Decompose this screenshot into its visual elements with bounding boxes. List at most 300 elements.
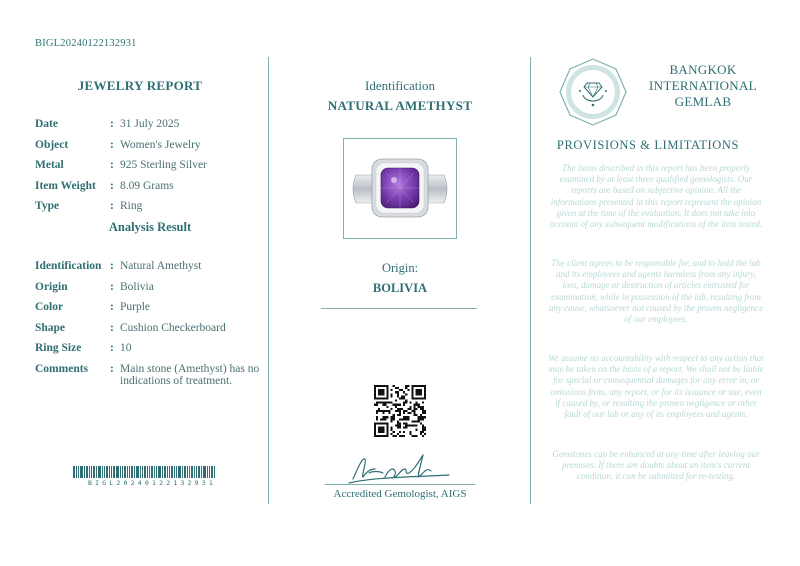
barcode-bar	[122, 466, 123, 478]
lab-seal-logo	[558, 57, 628, 127]
qr-module	[424, 410, 426, 412]
qr-module	[414, 408, 416, 410]
qr-module	[391, 402, 393, 404]
qr-module	[409, 425, 411, 427]
qr-module	[424, 412, 426, 414]
qr-module	[401, 397, 403, 399]
qr-module	[376, 404, 378, 406]
qr-module	[405, 400, 407, 402]
qr-module	[397, 425, 399, 427]
qr-module	[403, 435, 405, 437]
qr-module	[416, 402, 418, 404]
qr-module	[407, 389, 409, 391]
qr-module	[399, 431, 401, 433]
qr-module	[397, 433, 399, 435]
qr-module	[384, 410, 386, 412]
qr-module	[414, 425, 416, 427]
signature-icon	[345, 447, 455, 489]
qr-module	[393, 416, 395, 418]
qr-module	[376, 418, 378, 420]
qr-module	[384, 416, 386, 418]
qr-module	[414, 410, 416, 412]
qr-module	[420, 406, 422, 408]
barcode-bar	[113, 466, 115, 478]
barcode-bar	[144, 466, 146, 478]
barcode-bar	[149, 466, 150, 478]
qr-module	[399, 408, 401, 410]
barcode-bar	[201, 466, 202, 478]
qr-module	[391, 420, 393, 422]
analysis-label: Comments	[35, 362, 89, 375]
barcode-bar	[73, 466, 75, 478]
barcode-bar	[187, 466, 188, 478]
qr-module	[403, 416, 405, 418]
qr-module	[418, 420, 420, 422]
qr-module	[418, 404, 420, 406]
barcode-bar	[164, 466, 166, 478]
qr-module	[416, 414, 418, 416]
qr-module	[405, 402, 407, 404]
qr-module	[414, 420, 416, 422]
barcode-bar	[147, 466, 148, 478]
qr-module	[405, 418, 407, 420]
qr-module	[384, 404, 386, 406]
qr-module	[422, 435, 424, 437]
barcode-bar	[174, 466, 175, 478]
qr-module	[420, 431, 422, 433]
qr-module	[422, 408, 424, 410]
signature-line	[325, 484, 475, 485]
barcode-bar	[158, 466, 161, 478]
qr-module	[422, 418, 424, 420]
analysis-row-identification	[35, 260, 270, 281]
qr-module	[416, 389, 422, 395]
qr-module	[386, 402, 388, 404]
qr-module	[397, 414, 399, 416]
qr-module	[403, 427, 405, 429]
colon: :	[110, 200, 114, 212]
qr-module	[399, 418, 401, 420]
qr-module	[420, 416, 422, 418]
barcode-bar	[198, 466, 200, 478]
qr-module	[416, 425, 418, 427]
qr-module	[405, 427, 407, 429]
barcode-bar	[124, 466, 126, 478]
qr-module	[401, 395, 403, 397]
barcode-bar	[178, 466, 181, 478]
barcode-bar	[96, 466, 97, 478]
qr-module	[382, 410, 384, 412]
info-value: Women's Jewelry	[120, 138, 201, 151]
analysis-row-shape	[35, 322, 270, 343]
qr-module	[420, 433, 422, 435]
qr-module	[422, 425, 424, 427]
qr-module	[416, 435, 418, 437]
qr-module	[422, 429, 424, 431]
identification-label: Identification	[364, 78, 436, 93]
barcode-bar	[120, 466, 121, 478]
qr-module	[420, 408, 422, 410]
barcode-bar	[203, 466, 206, 478]
qr-module	[376, 410, 378, 412]
qr-module	[391, 395, 393, 397]
qr-module	[391, 427, 393, 429]
barcode-bar	[86, 466, 88, 478]
qr-module	[405, 416, 407, 418]
info-row-date	[35, 118, 270, 139]
qr-module	[389, 410, 391, 412]
qr-module	[384, 402, 386, 404]
qr-module	[401, 389, 403, 391]
qr-module	[414, 404, 416, 406]
qr-module	[403, 431, 405, 433]
qr-module	[416, 408, 418, 410]
analysis-list	[35, 260, 270, 393]
item-info-list	[35, 118, 270, 221]
barcode-bar	[136, 466, 139, 478]
colon: :	[110, 260, 114, 272]
qr-module	[395, 391, 397, 393]
barcode-bar	[182, 466, 183, 478]
info-label: Item Weight	[35, 179, 96, 192]
info-value: Ring	[120, 200, 143, 212]
info-label: Type	[35, 200, 60, 212]
qr-module	[393, 418, 395, 420]
analysis-label: Origin	[35, 280, 68, 293]
analysis-value: 10	[120, 342, 132, 354]
colon: :	[110, 138, 114, 151]
qr-module	[391, 433, 393, 435]
qr-module	[376, 412, 378, 414]
qr-module	[397, 391, 399, 393]
qr-module	[391, 408, 393, 410]
qr-module	[397, 387, 399, 389]
qr-module	[391, 429, 393, 431]
qr-code-icon	[374, 385, 426, 437]
qr-module	[389, 402, 391, 404]
qr-module	[409, 412, 411, 414]
qr-module	[397, 395, 399, 397]
qr-module	[397, 427, 399, 429]
colon: :	[110, 301, 114, 313]
qr-module	[424, 427, 426, 429]
qr-module	[397, 408, 399, 410]
qr-module	[414, 406, 416, 408]
qr-module	[403, 404, 405, 406]
qr-module	[414, 435, 416, 437]
qr-module	[422, 402, 424, 404]
barcode-bar	[127, 466, 128, 478]
qr-module	[422, 431, 424, 433]
barcode-bar	[111, 466, 112, 478]
barcode-bar	[151, 466, 153, 478]
provision-paragraph: Gemstones can be enhanced at any time after leaving our premises. If there are doubts about an item's current condition, it can be submitted for re-testing.	[552, 449, 760, 482]
qr-module	[391, 393, 393, 395]
qr-module	[411, 425, 413, 427]
qr-module	[422, 410, 424, 412]
qr-module	[409, 433, 411, 435]
barcode-bar	[196, 466, 197, 478]
qr-module	[403, 402, 405, 404]
qr-module	[418, 406, 420, 408]
info-label: Date	[35, 118, 58, 130]
barcode-bar	[80, 466, 83, 478]
barcode-bar	[142, 466, 143, 478]
qr-module	[397, 410, 399, 412]
amethyst-ring-image	[344, 139, 456, 238]
info-label: Object	[35, 138, 69, 151]
qr-module	[416, 429, 418, 431]
info-value: 8.09 Grams	[120, 179, 174, 192]
qr-module	[422, 416, 424, 418]
qr-module	[418, 416, 420, 418]
barcode-bar	[78, 466, 79, 478]
qr-module	[380, 410, 382, 412]
qr-module	[376, 416, 378, 418]
qr-module	[386, 410, 388, 412]
colon: :	[110, 118, 114, 130]
qr-module	[376, 402, 378, 404]
barcode-bar	[104, 466, 105, 478]
info-row-item-weight	[35, 180, 270, 201]
info-value: 925 Sterling Silver	[120, 159, 207, 171]
qr-module	[401, 418, 403, 420]
qr-module	[393, 404, 395, 406]
qr-module	[414, 412, 416, 414]
qr-module	[407, 408, 409, 410]
barcode-bar	[84, 466, 85, 478]
barcode-bar	[129, 466, 130, 478]
qr-module	[397, 420, 399, 422]
qr-module	[399, 404, 401, 406]
qr-module	[395, 425, 397, 427]
provision-paragraph: The client agrees to be responsible for, and to hold the lab and its employees and agents harmless from any injury, loss, damage or destruction of articles entrusted for examination, while in possession of the lab, resulting from any cause, whatsoever not caused by the proven negligence of our employees.	[548, 258, 764, 325]
qr-module	[407, 412, 409, 414]
qr-module	[409, 408, 411, 410]
analysis-label: Shape	[35, 321, 66, 334]
analysis-value: Bolivia	[120, 280, 154, 293]
qr-module	[422, 406, 424, 408]
qr-module	[382, 404, 384, 406]
qr-module	[409, 402, 411, 404]
qr-module	[393, 435, 395, 437]
barcode-bar	[98, 466, 101, 478]
qr-module	[409, 431, 411, 433]
analysis-value: Cushion Checkerboard	[120, 321, 226, 334]
qr-module	[378, 427, 384, 433]
provision-paragraph: The items described in this report has been properly examined by at least three qualified gemologists. Our reports are based on subjective opinion. All the informations presented in this report represent the opinion given at the time of the evaluation. It does not take into account of any subsequent modifications of the item tested.	[549, 163, 763, 230]
barcode-bar	[191, 466, 193, 478]
barcode-bar	[140, 466, 141, 478]
qr-module	[401, 435, 403, 437]
barcode-bar	[167, 466, 168, 478]
analysis-value: Natural Amethyst	[120, 260, 202, 272]
qr-module	[399, 422, 401, 424]
analysis-row-origin	[35, 281, 270, 302]
qr-module	[393, 414, 395, 416]
colon: :	[110, 321, 114, 334]
qr-module	[386, 406, 388, 408]
barcode-text: BIGL20240122132931	[87, 479, 217, 487]
qr-module	[420, 414, 422, 416]
qr-module	[403, 410, 405, 412]
colon: :	[110, 159, 114, 171]
qr-module	[399, 410, 401, 412]
qr-module	[411, 420, 413, 422]
identification-value: NATURAL AMETHYST	[327, 98, 473, 113]
barcode-bar	[209, 466, 210, 478]
qr-module	[378, 408, 380, 410]
qr-module	[391, 418, 393, 420]
qr-module	[389, 412, 391, 414]
qr-module	[395, 400, 397, 402]
qr-module	[405, 393, 407, 395]
qr-module	[378, 389, 384, 395]
gemologist-title: Accredited Gemologist, AIGS	[333, 488, 467, 500]
colon: :	[110, 280, 114, 293]
lab-name-line: INTERNATIONAL	[649, 78, 757, 93]
barcode-bar	[176, 466, 177, 478]
lab-name-line: BANGKOK	[669, 62, 737, 77]
qr-module	[414, 414, 416, 416]
lab-name	[638, 62, 768, 110]
barcode-bar	[211, 466, 213, 478]
qr-module	[403, 391, 405, 393]
qr-module	[418, 418, 420, 420]
qr-module	[403, 412, 405, 414]
report-title: JEWELRY REPORT	[77, 78, 203, 93]
qr-module	[399, 435, 401, 437]
qr-module	[407, 418, 409, 420]
report-id: BIGL20240122132931	[35, 38, 137, 49]
barcode-bar	[91, 466, 92, 478]
qr-module	[405, 422, 407, 424]
qr-module	[378, 410, 380, 412]
analysis-value: Purple	[120, 301, 151, 313]
qr-module	[409, 406, 411, 408]
qr-module	[380, 418, 382, 420]
analysis-row-color	[35, 301, 270, 322]
qr-module	[386, 416, 388, 418]
barcode-bar	[131, 466, 133, 478]
qr-module	[399, 389, 401, 391]
qr-module	[424, 429, 426, 431]
qr-module	[395, 404, 397, 406]
qr-module	[393, 431, 395, 433]
barcode-bar	[134, 466, 135, 478]
qr-module	[403, 395, 405, 397]
qr-module	[405, 425, 407, 427]
qr-module	[395, 435, 397, 437]
info-row-object	[35, 139, 270, 160]
analysis-result-title: Analysis Result	[108, 220, 192, 234]
qr-module	[411, 435, 413, 437]
barcode-bar	[171, 466, 173, 478]
qr-module	[424, 416, 426, 418]
barcode-bar	[116, 466, 119, 478]
qr-module	[407, 385, 409, 387]
qr-module	[391, 389, 393, 391]
qr-module	[407, 416, 409, 418]
qr-module	[411, 410, 413, 412]
qr-module	[403, 422, 405, 424]
qr-module	[416, 404, 418, 406]
qr-module	[397, 404, 399, 406]
barcode-bar	[154, 466, 155, 478]
barcode-bar	[169, 466, 170, 478]
barcode-bar	[93, 466, 95, 478]
analysis-label: Color	[35, 301, 64, 313]
qr-module	[399, 412, 401, 414]
qr-module	[422, 412, 424, 414]
qr-module	[382, 416, 384, 418]
qr-module	[407, 425, 409, 427]
qr-module	[380, 402, 382, 404]
barcode-bar	[102, 466, 103, 478]
barcode-bar	[89, 466, 90, 478]
qr-module	[395, 410, 397, 412]
barcode-bar	[162, 466, 163, 478]
qr-module	[399, 397, 401, 399]
qr-module	[391, 416, 393, 418]
divider	[321, 308, 477, 309]
barcode-bar	[189, 466, 190, 478]
qr-module	[393, 385, 395, 387]
qr-module	[382, 412, 384, 414]
qr-module	[399, 427, 401, 429]
qr-module	[395, 387, 397, 389]
info-row-metal	[35, 159, 270, 180]
barcode-bar	[109, 466, 110, 478]
qr-module	[420, 418, 422, 420]
barcode-icon	[73, 466, 231, 478]
barcode-bar	[156, 466, 157, 478]
analysis-label: Ring Size	[35, 342, 82, 354]
qr-module	[399, 414, 401, 416]
analysis-row-comments	[35, 363, 270, 393]
qr-module	[416, 420, 418, 422]
qr-module	[424, 433, 426, 435]
qr-module	[374, 404, 376, 406]
origin-label: Origin:	[381, 261, 419, 275]
qr-module	[405, 387, 407, 389]
info-value: 31 July 2025	[120, 118, 180, 130]
colon: :	[110, 342, 114, 354]
qr-module	[382, 418, 384, 420]
qr-module	[403, 397, 405, 399]
qr-module	[397, 422, 399, 424]
barcode-bar	[76, 466, 77, 478]
info-row-type	[35, 200, 270, 221]
qr-module	[395, 406, 397, 408]
qr-module	[422, 427, 424, 429]
barcode-bar	[194, 466, 195, 478]
analysis-label: Identification	[35, 260, 102, 272]
ring-photo	[343, 138, 457, 239]
qr-module	[405, 410, 407, 412]
barcode-bar	[214, 466, 215, 478]
provision-paragraph: We assume no accountability with respect to any action that may be taken on the basis of a report. We shall not be liable for special or consequential damages for any error in, or omissions from, any report, or for its issuance or use, even if caused by, or resulting the proven negligence or other fault of our lab or any of its employees and agents.	[548, 353, 764, 420]
barcode-bar	[184, 466, 186, 478]
qr-module	[378, 402, 380, 404]
analysis-row-ring-size	[35, 342, 270, 363]
lab-name-line: GEMLAB	[674, 94, 732, 109]
barcode-bar	[106, 466, 108, 478]
info-label: Metal	[35, 159, 64, 171]
provisions-title: PROVISIONS & LIMITATIONS	[556, 138, 740, 152]
analysis-value: Main stone (Amethyst) has no indications of treatment.	[120, 362, 260, 387]
column-divider-right	[530, 57, 531, 504]
